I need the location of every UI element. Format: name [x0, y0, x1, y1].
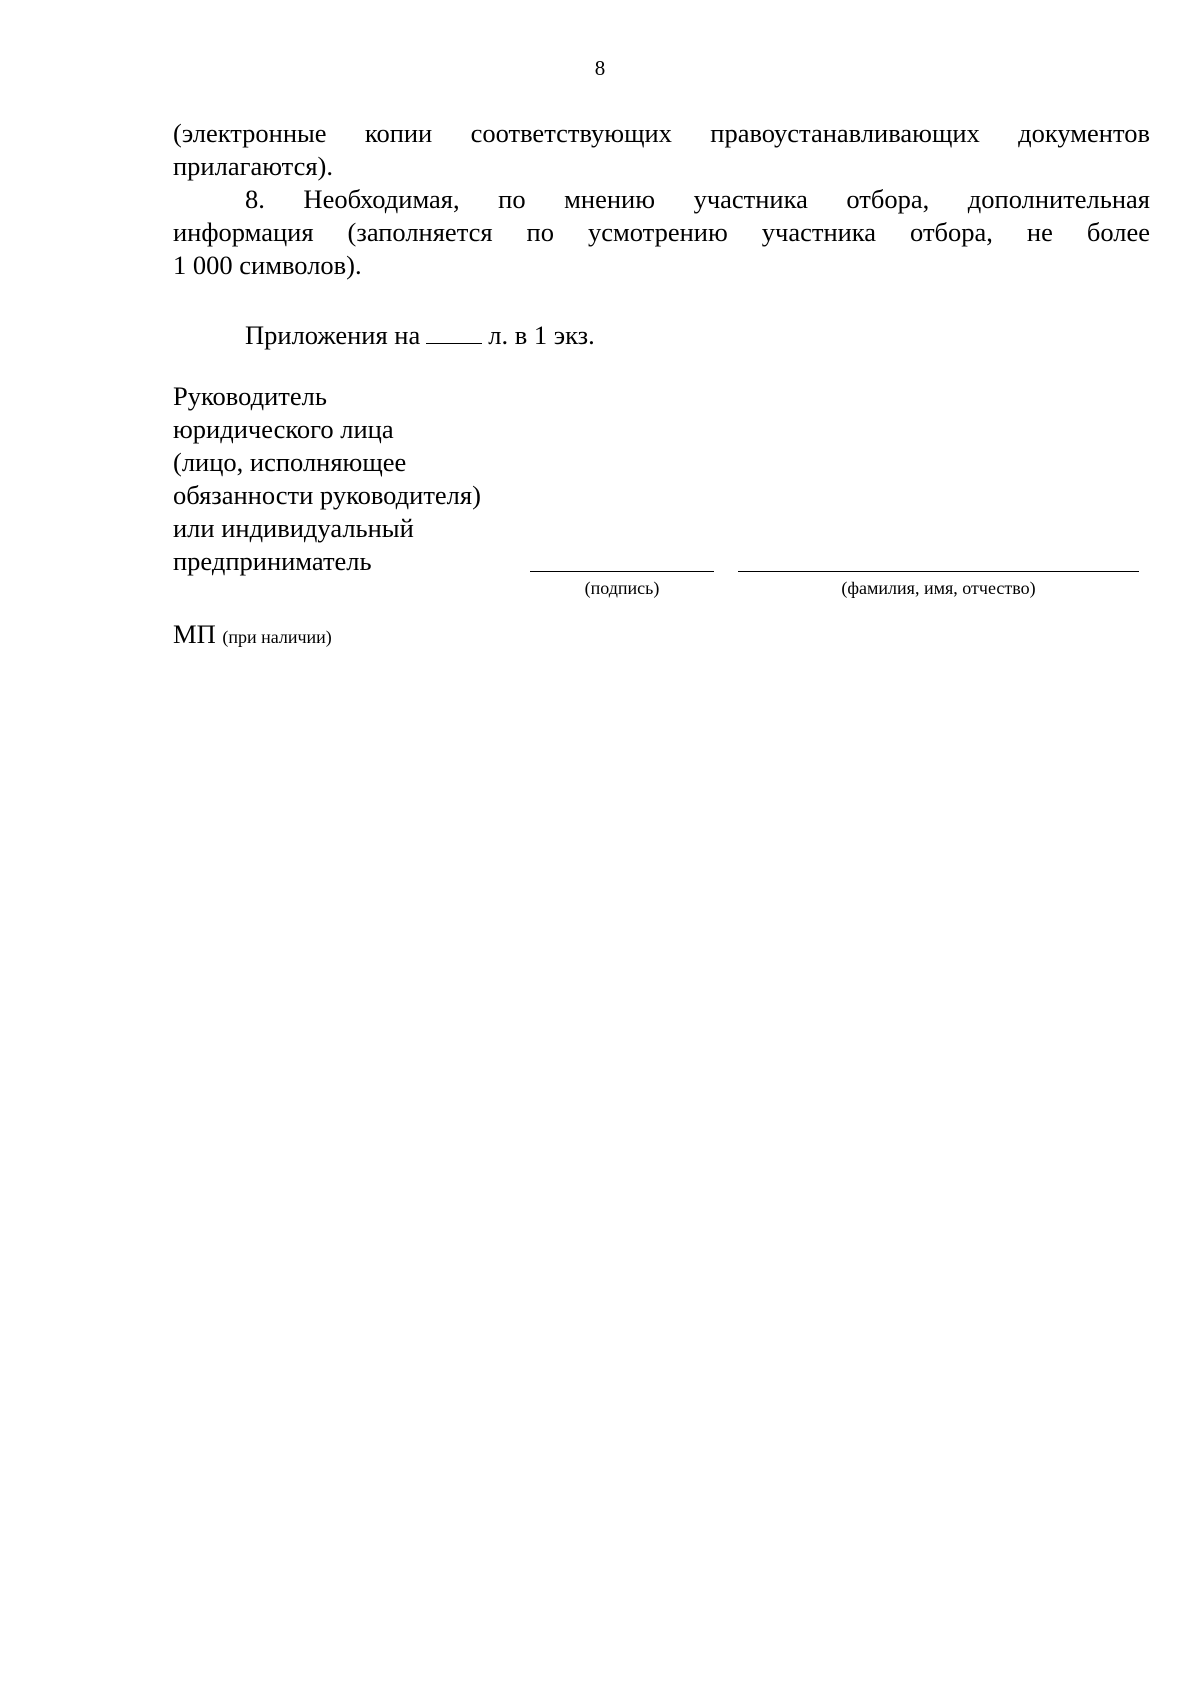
- seal-placeholder: [173, 619, 332, 650]
- paragraph-8-line-2: информация (заполняется по усмотрению участника отбора, не более: [173, 217, 1150, 247]
- paragraph-8: [173, 183, 1150, 282]
- attachments-prefix: Приложения на: [245, 320, 421, 350]
- full-name-line: [738, 571, 1139, 572]
- attachments-suffix: л. в 1 экз.: [488, 320, 595, 350]
- paragraph-7-line-1: (электронные копии соответствующих правоустанавливающих документов: [173, 118, 1150, 148]
- seal-note: (при наличии): [222, 627, 332, 647]
- paragraph-7-line-2: прилагаются).: [173, 151, 333, 181]
- signature-line: [530, 571, 714, 572]
- signatory-line: Руководитель: [173, 381, 327, 411]
- paragraph-8-line-3: 1 000 символов).: [173, 250, 362, 280]
- signature-caption: (подпись): [584, 578, 660, 598]
- attachments-line: [245, 319, 595, 352]
- signatory-line: юридического лица: [173, 414, 394, 444]
- seal-label: МП: [173, 619, 216, 649]
- signatory-line: обязанности руководителя): [173, 480, 481, 510]
- full-name-caption: (фамилия, имя, отчество): [841, 578, 1036, 598]
- signatory-line: или индивидуальный: [173, 513, 414, 543]
- paragraph-8-line-1: 8. Необходимая, по мнению участника отбора, дополнительная: [245, 184, 1150, 214]
- attachments-page-count-blank: [426, 321, 482, 344]
- paragraph-7-tail: [173, 117, 1150, 183]
- page-number: 8: [594, 56, 606, 80]
- signatory-line: предприниматель: [173, 546, 372, 576]
- signatory-line: (лицо, исполняющее: [173, 447, 407, 477]
- signatory-title: [173, 380, 481, 578]
